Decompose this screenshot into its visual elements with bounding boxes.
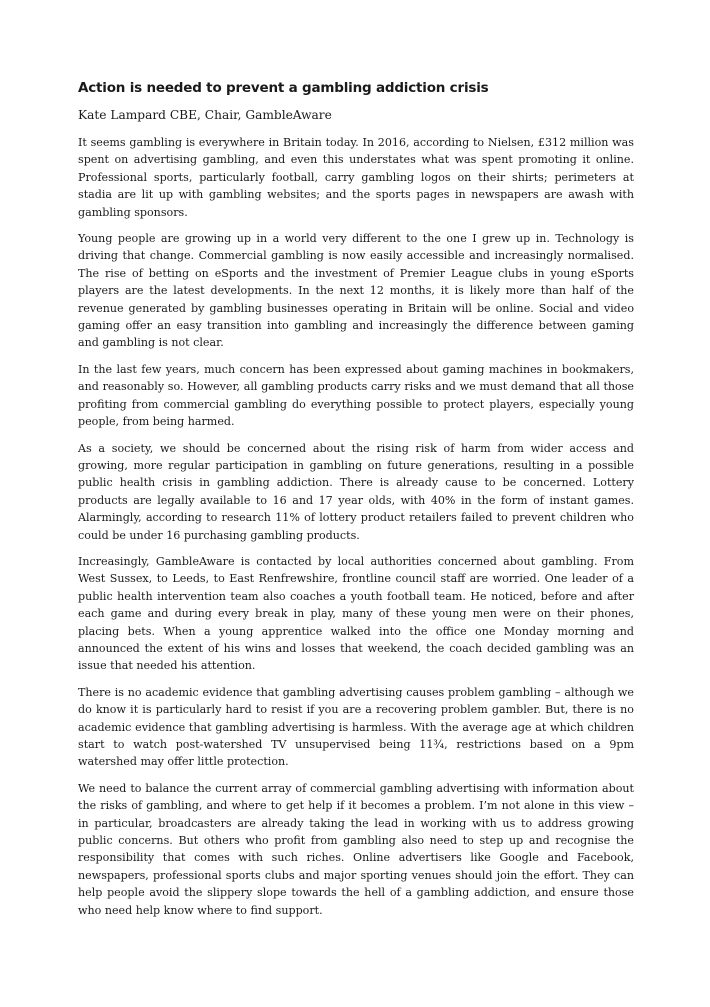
paragraph-7: We need to balance the current array of commercial gambling advertising with information about the risks of gambling, and where to get help if it becomes a problem. I’m not alone in this view – in particular, broadcasters are already taking the lead in working with us to address growing public concerns. But others who profit from gambling also need to step up and recognise the responsibility that comes with such riches. Online advertisers like Google and Facebook, newspapers, professional sports clubs and major sporting venues should join the effort. They can help people avoid the slippery slope towards the hell of a gambling addiction, and ensure those who need help know where to find support. bbox=[78, 781, 634, 917]
article-byline: Kate Lampard CBE, Chair, GambleAware bbox=[78, 108, 332, 122]
paragraph-1: It seems gambling is everywhere in Britain today. In 2016, according to Nielsen, £312 million was spent on advertising gambling, and even this understates what was spent promoting it online. Professional sports, particularly football, carry gambling logos on their shirts; perimeters at stadia are lit up with gambling websites; and the sports pages in newspapers are awash with gambling sponsors. bbox=[78, 136, 634, 219]
paragraph-4: As a society, we should be concerned about the rising risk of harm from wider access and growing, more regular participation in gambling on future generations, resulting in a possible public health crisis in gambling addiction. There is already cause to be concerned. Lottery products are legally available to 16 and 17 year olds, with 40% in the form of instant games. Alarmingly, according to research 11% of lottery product retailers failed to prevent children who could be under 16 purchasing gambling products. bbox=[78, 441, 634, 542]
paragraph-2: Young people are growing up in a world very different to the one I grew up in. Technology is driving that change. Commercial gambling is now easily accessible and increasingly normalised. The rise of betting on eSports and the investment of Premier League clubs in young eSports players are the latest developments. In the next 12 months, it is likely more than half of the revenue generated by gambling businesses operating in Britain will be online. Social and video gaming offer an easy transition into gambling and increasingly the difference between gaming and gambling is not clear. bbox=[78, 232, 634, 350]
document-page bbox=[78, 78, 634, 928]
paragraph-5: Increasingly, GambleAware is contacted by local authorities concerned about gambling. From West Sussex, to Leeds, to East Renfrewshire, frontline council staff are worried. One leader of a public health intervention team also coaches a youth football team. He noticed, before and after each game and during every break in play, many of these young men were on their phones, placing bets. When a young apprentice walked into the office one Monday morning and announced the extent of his wins and losses that weekend, the coach decided gambling was an issue that needed his attention. bbox=[78, 554, 634, 673]
article-title: Action is needed to prevent a gambling addiction crisis bbox=[78, 80, 489, 96]
paragraph-3: In the last few years, much concern has been expressed about gaming machines in bookmakers, and reasonably so. However, all gambling products carry risks and we must demand that all those profiting from commercial gambling do everything possible to protect players, especially young people, from being harmed. bbox=[78, 362, 634, 429]
paragraph-6: There is no academic evidence that gambling advertising causes problem gambling – although we do know it is particularly hard to resist if you are a recovering problem gambler. But, there is no academic evidence that gambling advertising is harmless. With the average age at which children start to watch post-watershed TV unsupervised being 11¾, restrictions based on a 9pm watershed may offer little protection. bbox=[78, 685, 634, 769]
